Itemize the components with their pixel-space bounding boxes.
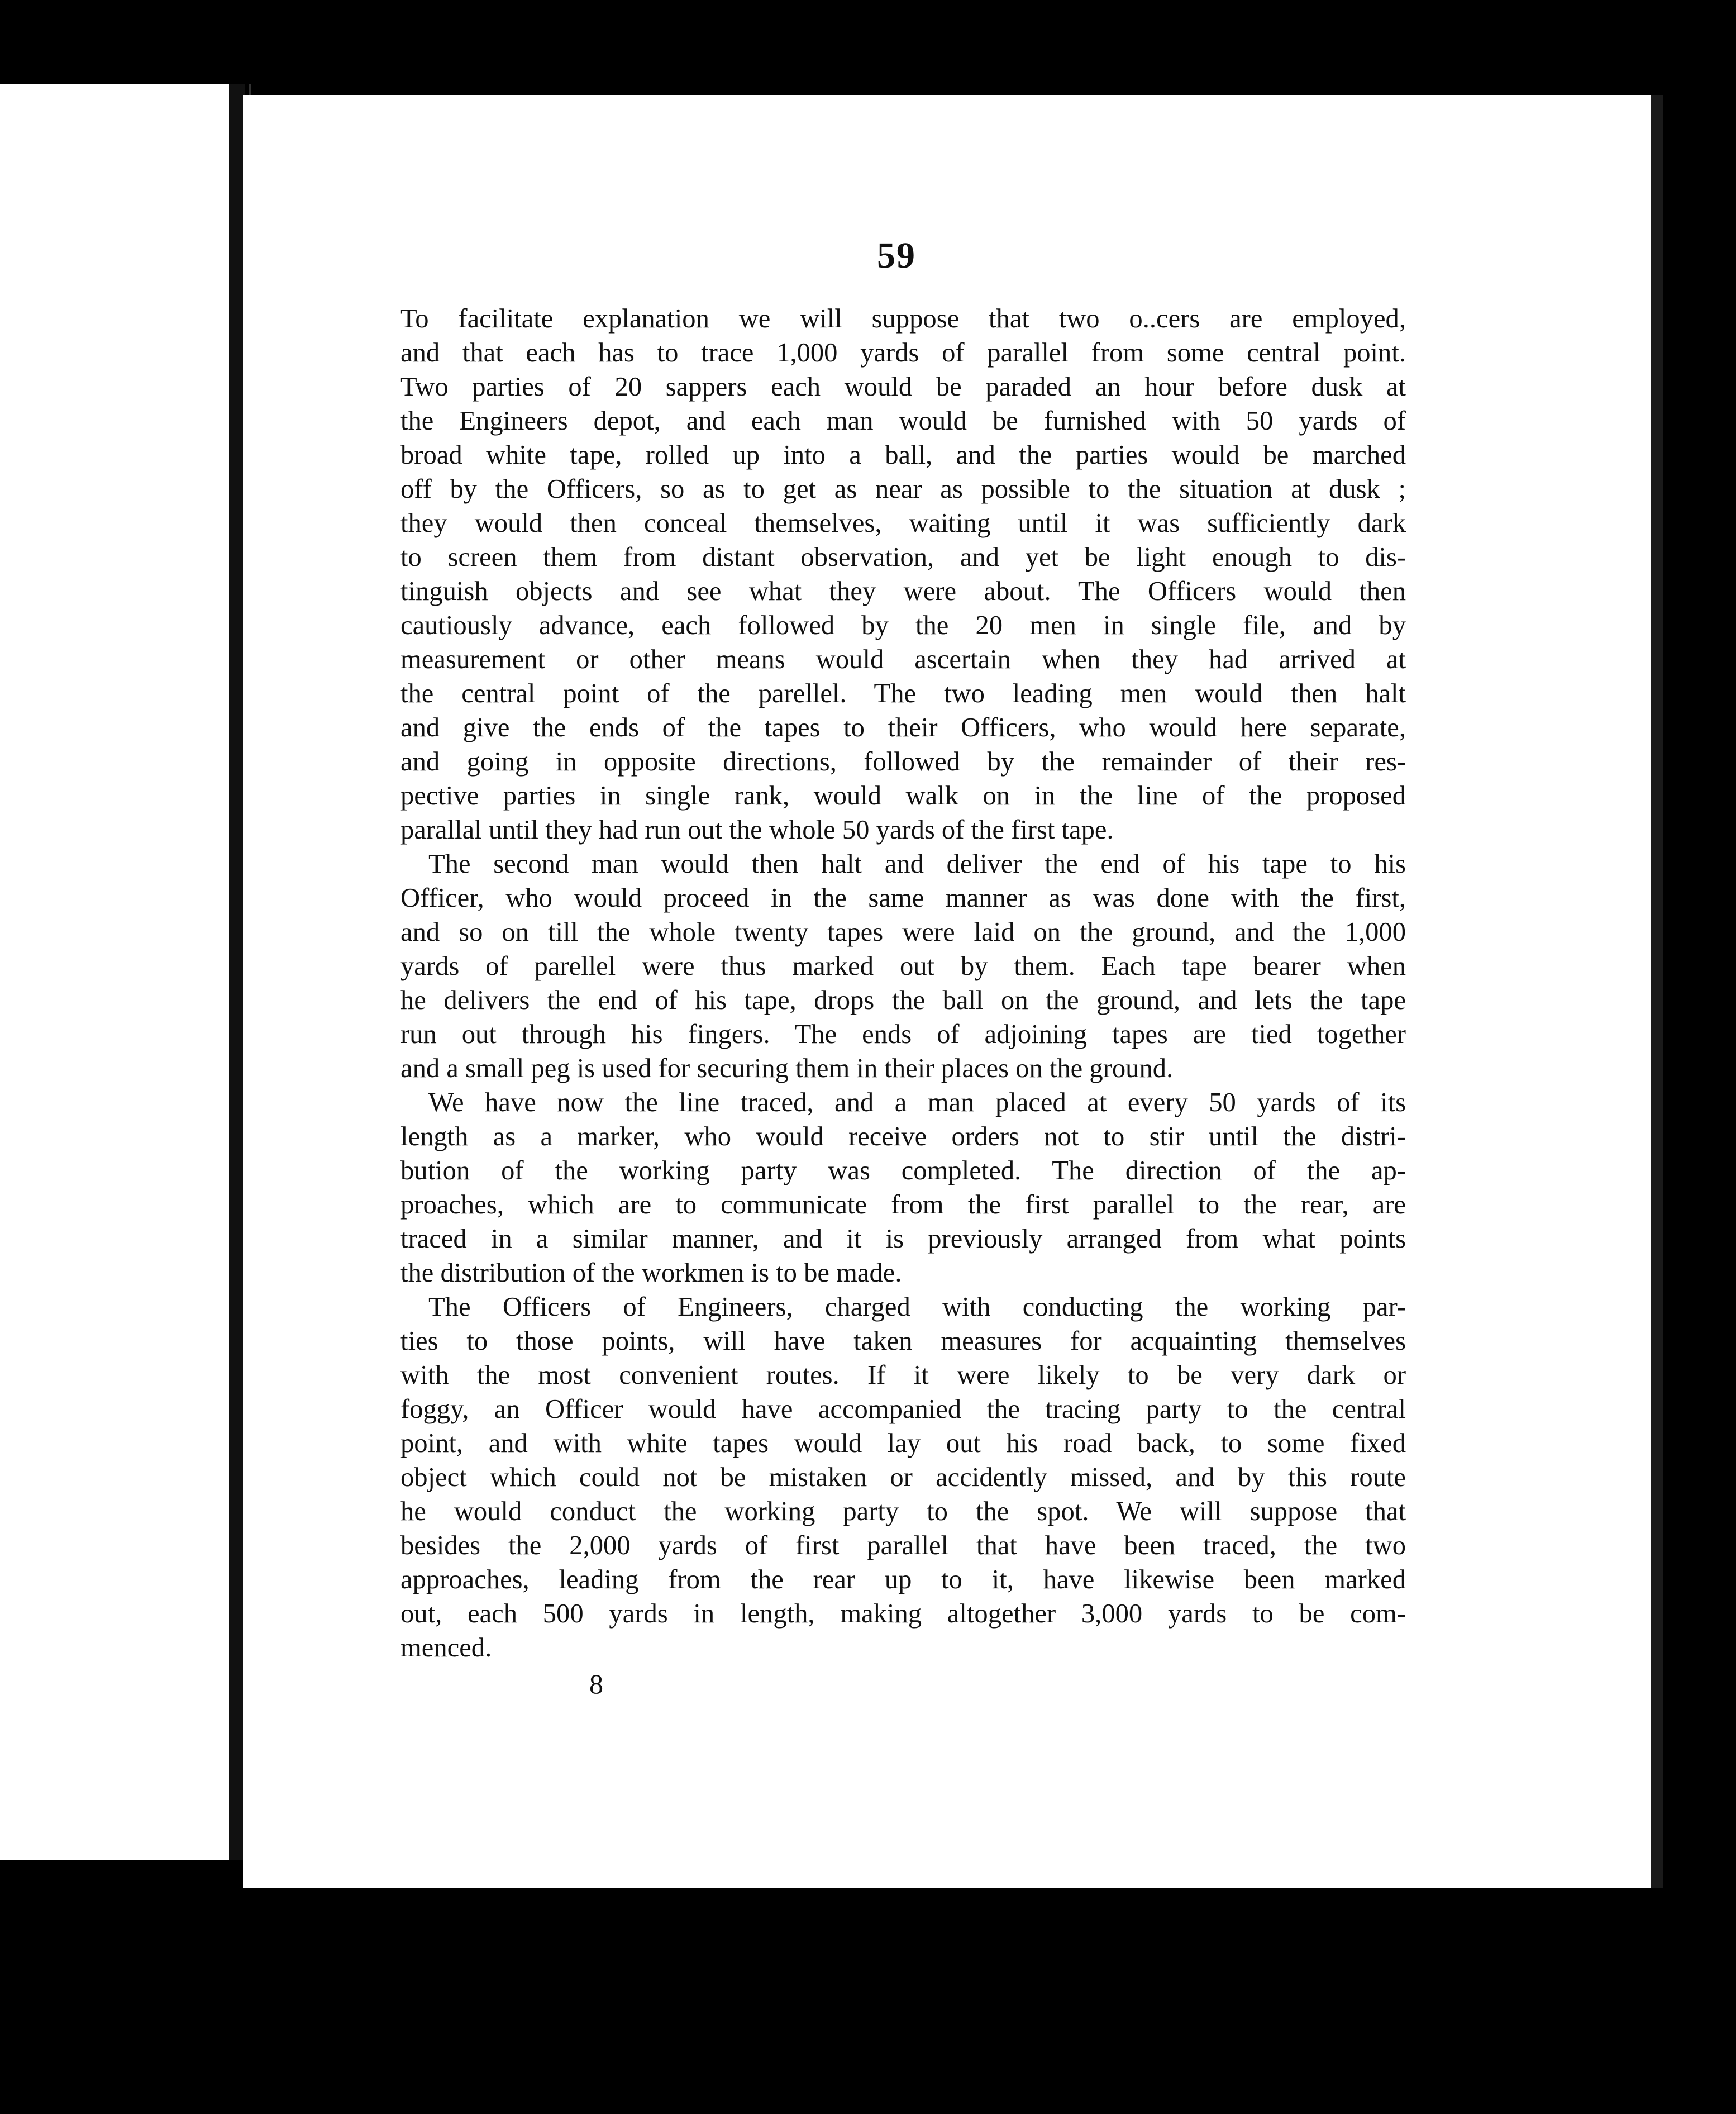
facing-page-edge [0,84,229,1860]
text-line: the central point of the parellel. The two leading men would then halt [400,678,1406,708]
text-line: off by the Officers, so as to get as near as possible to the situation at dusk ; [400,474,1406,504]
scanned-page [243,95,1651,1888]
text-line: measurement or other means would ascertain when they had arrived at [400,644,1406,674]
text-line: Officer, who would proceed in the same manner as was done with the first, [400,883,1406,913]
text-line: The second man would then halt and deliver the end of his tape to his [428,849,1406,879]
text-line: he delivers the end of his tape, drops the ball on the ground, and lets the tape [400,985,1406,1015]
text-line: Two parties of 20 sappers each would be paraded an hour before dusk at [400,372,1406,402]
text-line: and give the ends of the tapes to their Officers, who would here separate, [400,712,1406,742]
text-line: broad white tape, rolled up into a ball, and the parties would be marched [400,440,1406,470]
text-line: tinguish objects and see what they were about. The Officers would then [400,576,1406,606]
text-line: besides the 2,000 yards of first parallel that have been traced, the two [400,1530,1406,1560]
signature-mark: 8 [589,1668,603,1699]
text-line: the Engineers depot, and each man would be furnished with 50 yards of [400,406,1406,436]
text-line: traced in a similar manner, and it is previously arranged from what points [400,1223,1406,1254]
text-line: ties to those points, will have taken measures for acquainting themselves [400,1326,1406,1356]
text-line: approaches, leading from the rear up to it, have likewise been marked [400,1564,1406,1594]
text-line: object which could not be mistaken or accidently missed, and by this route [400,1462,1406,1492]
text-line: with the most convenient routes. If it were likely to be very dark or [400,1360,1406,1390]
text-line: they would then conceal themselves, waiting until it was sufficiently dark [400,508,1406,538]
text-line: and that each has to trace 1,000 yards of parallel from some central point. [400,337,1406,368]
body-text [400,302,1406,1665]
text-line: foggy, an Officer would have accompanied the tracing party to the central [400,1394,1406,1424]
text-line: The Officers of Engineers, charged with conducting the working par- [428,1292,1406,1322]
page-number: 59 [877,235,916,276]
text-line: out, each 500 yards in length, making altogether 3,000 yards to be com- [400,1598,1406,1629]
text-line: the distribution of the workmen is to be made. [400,1258,902,1288]
text-line: to screen them from distant observation, and yet be light enough to dis- [400,542,1406,572]
text-line: We have now the line traced, and a man placed at every 50 yards of its [428,1087,1406,1117]
text-line: and so on till the whole twenty tapes were laid on the ground, and the 1,000 [400,917,1406,947]
text-line: and a small peg is used for securing them in their places on the ground. [400,1053,1174,1083]
text-line: yards of parellel were thus marked out by them. Each tape bearer when [400,951,1406,981]
text-line: proaches, which are to communicate from the first parallel to the rear, are [400,1189,1406,1220]
text-line: point, and with white tapes would lay out his road back, to some fixed [400,1428,1406,1458]
page-right-edge [1651,95,1663,1888]
text-line: run out through his fingers. The ends of adjoining tapes are tied together [400,1019,1406,1049]
text-line: parallal until they had run out the whole 50 yards of the first tape. [400,815,1114,845]
text-line: To facilitate explanation we will suppose that two o..cers are employed, [400,303,1406,334]
text-line: bution of the working party was completed. The direction of the ap- [400,1155,1406,1185]
text-line: length as a marker, who would receive orders not to stir until the distri- [400,1121,1406,1151]
text-line: pective parties in single rank, would walk on in the line of the proposed [400,780,1406,811]
book-gutter [229,84,245,1860]
text-line: and going in opposite directions, followed by the remainder of their res- [400,746,1406,777]
text-line: menced. [400,1632,492,1663]
text-line: cautiously advance, each followed by the 20 men in single file, and by [400,610,1406,640]
text-line: he would conduct the working party to the spot. We will suppose that [400,1496,1406,1526]
